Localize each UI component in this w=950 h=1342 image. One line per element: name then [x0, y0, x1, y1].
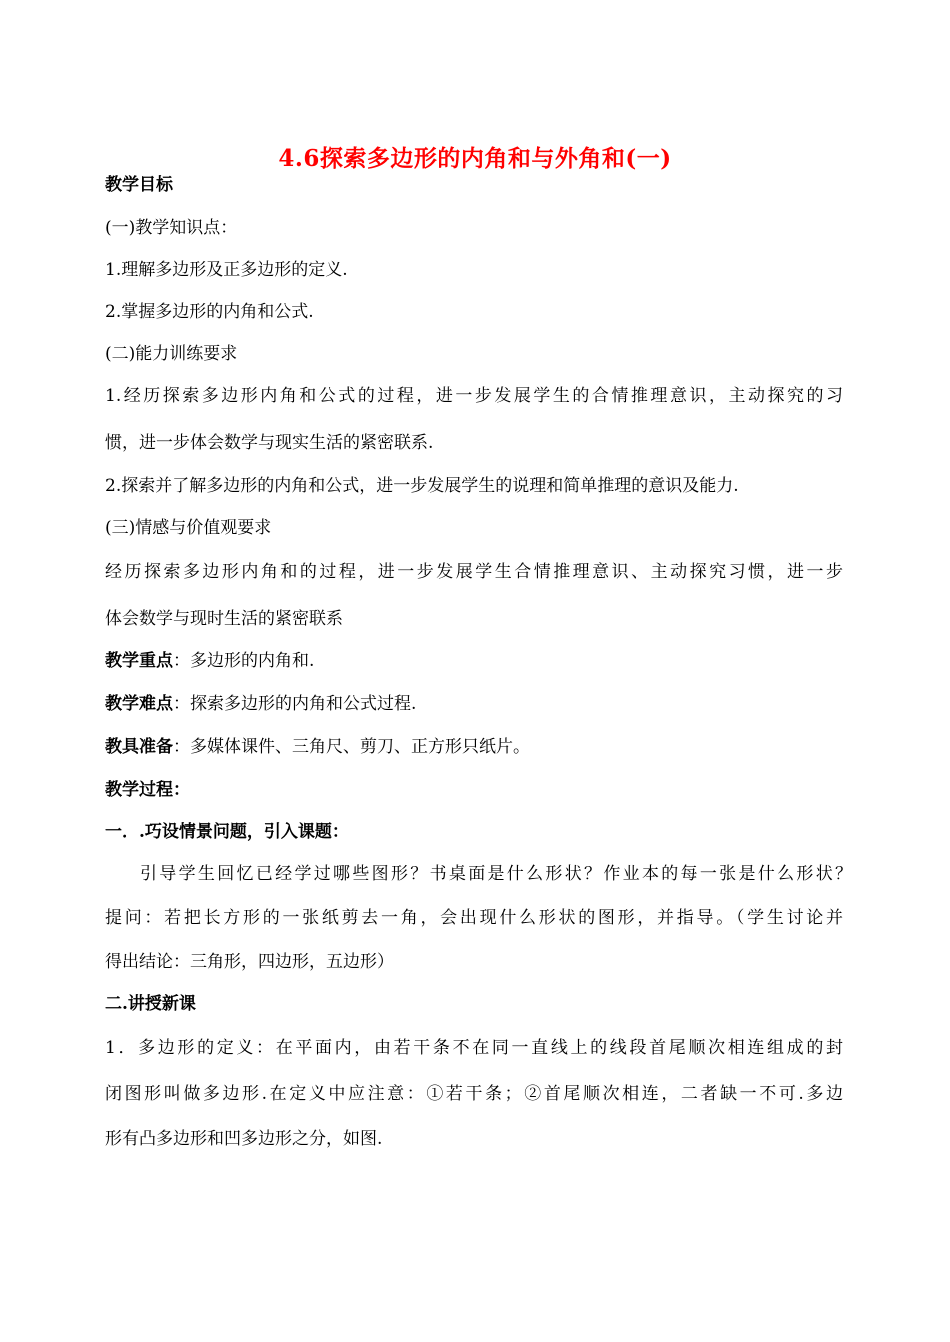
section-2-para-line-1: 1．多边形的定义：在平面内，由若干条不在同一直线上的线段首尾顺次相连组成的封: [105, 1038, 843, 1058]
key-point-text: ：多边形的内角和.: [173, 651, 315, 671]
knowledge-item-1: 1.理解多边形及正多边形的定义.: [105, 260, 348, 280]
ability-heading: (二)能力训练要求: [105, 344, 238, 364]
emotion-item-line-2: 体会数学与现时生活的紧密联系: [105, 609, 343, 629]
section-2-heading: 二.讲授新课: [105, 994, 196, 1014]
teaching-tools: [105, 735, 530, 759]
section-1-para-line-1: 引导学生回忆已经学过哪些图形？书桌面是什么形状？作业本的每一张是什么形状？: [140, 864, 852, 884]
knowledge-heading: (一)教学知识点：: [105, 218, 238, 238]
key-point-label: 教学重点: [105, 651, 173, 671]
section-2-para-line-2: 闭图形叫做多边形.在定义中应注意：①若干条；②首尾顺次相连，二者缺一不可.多边: [105, 1084, 843, 1104]
ability-item-1-line-2: 惯，进一步体会数学与现实生活的紧密联系.: [105, 433, 434, 453]
process-heading: 教学过程：: [105, 780, 190, 800]
section-1-para-line-3: 得出结论：三角形，四边形，五边形）: [105, 952, 394, 972]
knowledge-item-2: 2.掌握多边形的内角和公式.: [105, 302, 314, 322]
teaching-tools-label: 教具准备: [105, 737, 173, 757]
difficult-point-text: ：探索多边形的内角和公式过程.: [173, 694, 417, 714]
section-2-para-line-3: 形有凸多边形和凹多边形之分，如图.: [105, 1129, 383, 1149]
key-point: [105, 649, 314, 673]
ability-item-2: 2.探索并了解多边形的内角和公式，进一步发展学生的说理和简单推理的意识及能力.: [105, 476, 739, 496]
document-title: 4.6探索多边形的内角和与外角和(一): [278, 145, 672, 172]
section-1-heading: 一．.巧设情景问题，引入课题：: [105, 822, 349, 842]
difficult-point: [105, 692, 416, 716]
emotion-heading: (三)情感与价值观要求: [105, 518, 272, 538]
section-1-para-line-2: 提问：若把长方形的一张纸剪去一角，会出现什么形状的图形，并指导。（学生讨论并: [105, 908, 843, 928]
difficult-point-label: 教学难点: [105, 694, 173, 714]
emotion-item-line-1: 经历探索多边形内角和的过程，进一步发展学生合情推理意识、主动探究习惯，进一步: [105, 562, 843, 582]
teaching-tools-text: ：多媒体课件、三角尺、剪刀、正方形只纸片。: [173, 737, 530, 757]
goals-heading: 教学目标: [105, 175, 173, 195]
ability-item-1-line-1: 1.经历探索多边形内角和公式的过程，进一步发展学生的合情推理意识，主动探究的习: [105, 386, 843, 406]
